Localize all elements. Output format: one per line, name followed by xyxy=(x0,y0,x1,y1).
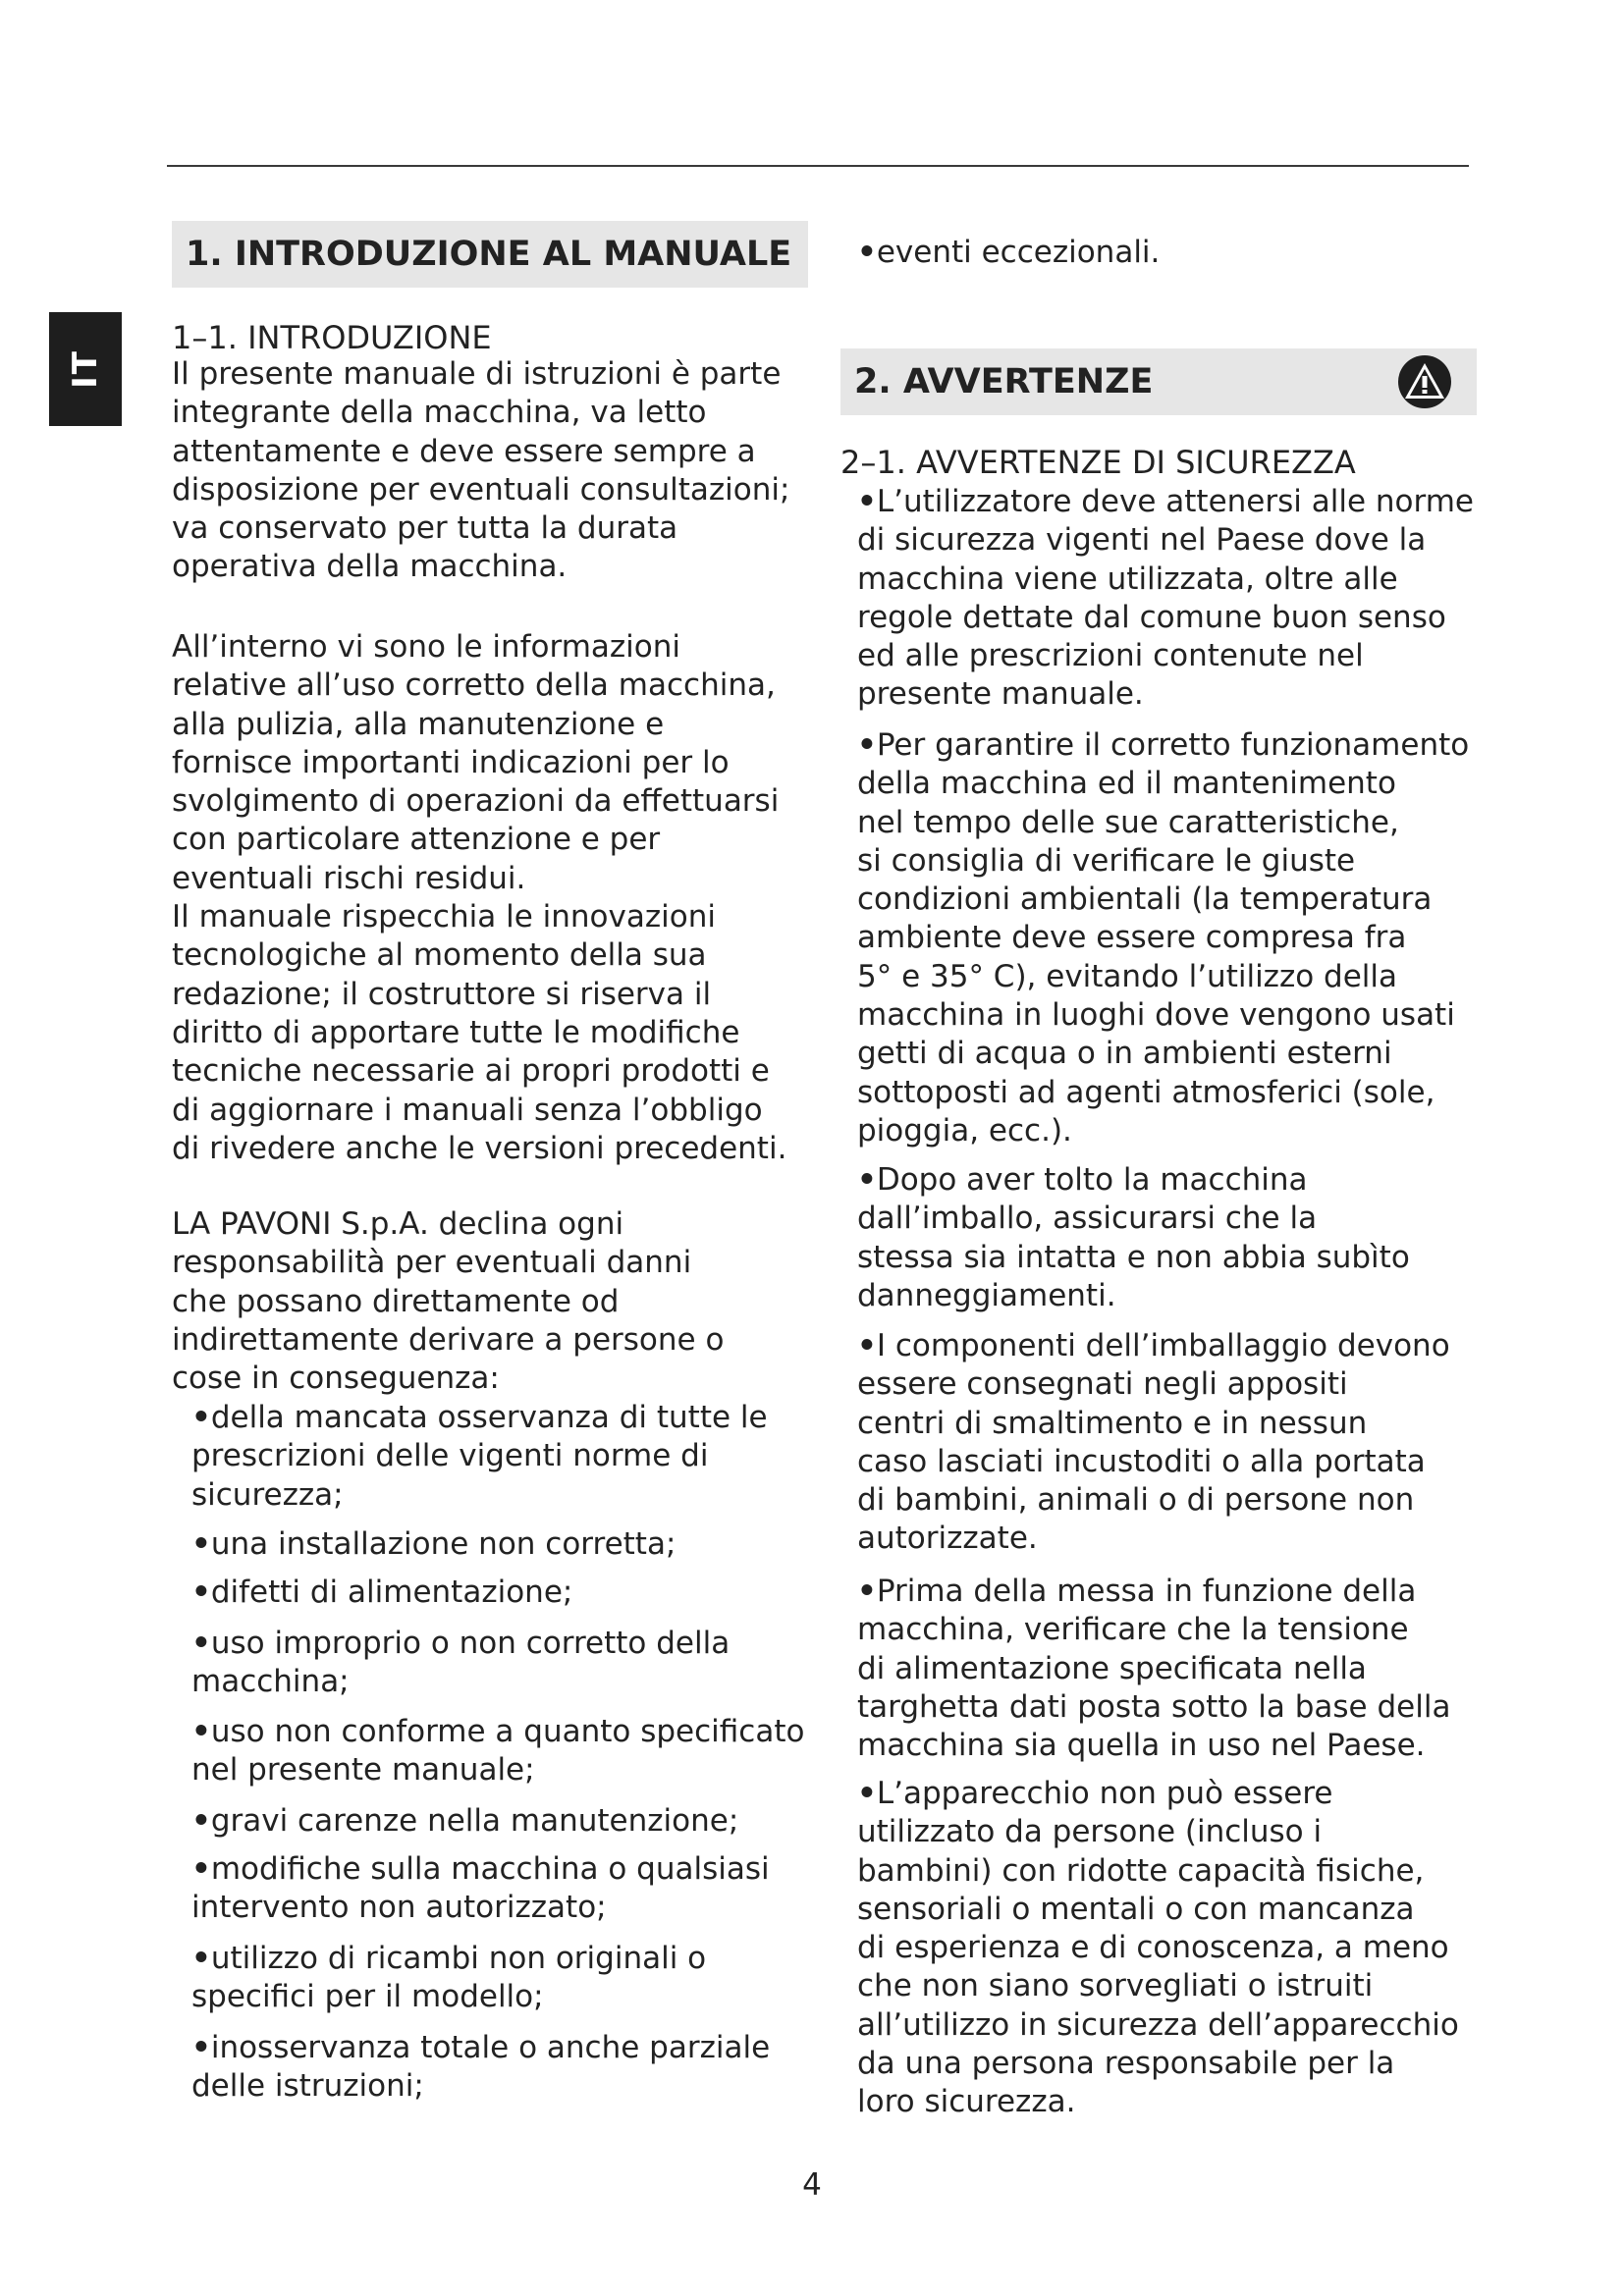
bullet-dot: • xyxy=(191,1714,211,1749)
list-item-text: Prima della messa in funzione della macchina, verificare che la tensione di alimentazione specificata nella targhetta dati posta sotto la base della macchina sia quella in uso nel Paese. xyxy=(857,1574,1451,1764)
list-item xyxy=(191,1802,820,1841)
warning-triangle-icon xyxy=(1396,354,1453,409)
list-item xyxy=(191,1713,820,1790)
list-item-text: utilizzo di ricambi non originali o specifici per il modello; xyxy=(191,1941,707,2015)
bullet-dot: • xyxy=(191,1941,211,1976)
list-item-text: uso non conforme a quanto specificato nel presente manuale; xyxy=(191,1714,805,1789)
list-item-text: Per garantire il corretto funzionamento della macchina ed il mantenimento nel tempo delle sue caratteristiche, si consiglia di verificare le giuste condizioni ambientali (la temperatura ambiente deve essere compresa fra 5° e 35° C), evitando l’utilizzo della macchina in luoghi dove vengono usati getti di acqua o in ambienti esterni sottoposti ad agenti atmosferici (sole, pioggia, ecc.). xyxy=(857,727,1470,1148)
bullet-dot: • xyxy=(191,2030,211,2065)
bullet-dot: • xyxy=(857,1776,877,1811)
list-item xyxy=(857,1573,1495,1765)
section-title-avvertenze xyxy=(840,348,1477,415)
list-item xyxy=(191,1525,820,1564)
language-tab xyxy=(49,312,122,426)
bullet-dot: • xyxy=(857,484,877,519)
list-item-text: L’utilizzatore deve attenersi alle norme di sicurezza vigenti nel Paese dove la macchina viene utilizzata, oltre alle regole dettate dal comune buon senso ed alle prescrizioni contenute nel presente manuale. xyxy=(857,484,1474,713)
bullet-dot: • xyxy=(191,1526,211,1562)
list-item xyxy=(857,234,1486,272)
list-item-text: I componenti dell’imballaggio devono essere consegnati negli appositi centri di smaltimento e in nessun caso lasciati incustoditi o alla portata di bambini, animali o di persone non autorizzate. xyxy=(857,1328,1450,1557)
list-item xyxy=(857,483,1495,715)
header-rule xyxy=(167,165,1469,167)
section-title-text: 1. INTRODUZIONE AL MANUALE xyxy=(186,235,792,274)
bullet-dot: • xyxy=(857,235,877,270)
list-item-text: modifiche sulla macchina o qualsiasi intervento non autorizzato; xyxy=(191,1851,770,1926)
bullet-dot: • xyxy=(191,1803,211,1839)
intro-paragraph-3: LA PAVONI S.p.A. declina ogni responsabilità per eventuali danni che possano direttamente od indirettamente derivare a persone o cose in conseguenza: xyxy=(172,1206,725,1397)
subsection-title-avvertenze-sicurezza: 2–1. AVVERTENZE DI SICUREZZA xyxy=(840,444,1356,481)
list-item xyxy=(857,1775,1495,2122)
bullet-dot: • xyxy=(857,1162,877,1198)
list-item xyxy=(191,1574,820,1612)
list-item xyxy=(857,1327,1495,1559)
list-item xyxy=(191,1625,820,1702)
page-number: 4 xyxy=(802,2167,822,2203)
list-item-text: inosservanza totale o anche parziale delle istruzioni; xyxy=(191,2030,771,2105)
intro-paragraph-2: All’interno vi sono le informazioni relative all’uso corretto della macchina, alla pulizia, alla manutenzione e fornisce importanti indicazioni per lo svolgimento di operazioni da effettuarsi con particolare attenzione e per eventuali rischi residui. Il manuale rispecchia le innovazioni tecnologiche al momento della sua redazione; il costruttore si riserva il diritto di apportare tutte le modifiche tecniche necessarie ai propri prodotti e di aggiornare i manuali senza l’obbligo di rivedere anche le versioni precedenti. xyxy=(172,629,787,1166)
list-item-text: uso improprio o non corretto della macchina; xyxy=(191,1626,731,1700)
bullet-dot: • xyxy=(857,1328,877,1363)
language-tab-label: IT xyxy=(66,349,105,389)
bullet-dot: • xyxy=(191,1626,211,1661)
section-title-introduzione xyxy=(172,221,808,288)
list-item xyxy=(191,2029,820,2107)
section-title-text: 2. AVVERTENZE xyxy=(854,362,1154,401)
list-item xyxy=(191,1940,820,2017)
bullet-dot: • xyxy=(191,1400,211,1435)
list-item-text: della mancata osservanza di tutte le prescrizioni delle vigenti norme di sicurezza; xyxy=(191,1400,768,1513)
list-item xyxy=(857,726,1495,1150)
list-item-text: difetti di alimentazione; xyxy=(210,1575,573,1610)
list-item xyxy=(191,1850,820,1928)
list-item-text: L’apparecchio non può essere utilizzato da persone (incluso i bambini) con ridotte capacità fisiche, sensoriali o mentali o con mancanza di esperienza e di conoscenza, a meno che non siano sorvegliati o istruiti all’utilizzo in sicurezza dell’apparecchio da una persona responsabile per la loro sicurezza. xyxy=(857,1776,1459,2120)
list-item-text: eventi eccezionali. xyxy=(876,235,1161,270)
list-item xyxy=(857,1161,1495,1315)
bullet-dot: • xyxy=(857,1574,877,1609)
list-item-text: una installazione non corretta; xyxy=(210,1526,677,1562)
list-item xyxy=(191,1399,820,1515)
list-item-text: Dopo aver tolto la macchina dall’imballo, assicurarsi che la stessa sia intatta e non abbia subìto danneggiamenti. xyxy=(857,1162,1410,1313)
bullet-dot: • xyxy=(857,727,877,763)
subsection-title-introduzione: 1–1. INTRODUZIONE xyxy=(172,319,492,356)
bullet-dot: • xyxy=(191,1851,211,1887)
intro-paragraph-1: Il presente manuale di istruzioni è parte integrante della macchina, va letto attentamente e deve essere sempre a disposizione per eventuali consultazioni; va conservato per tutta la durata operativa della macchina. xyxy=(172,356,790,585)
bullet-dot: • xyxy=(191,1575,211,1610)
list-item-text: gravi carenze nella manutenzione; xyxy=(210,1803,739,1839)
